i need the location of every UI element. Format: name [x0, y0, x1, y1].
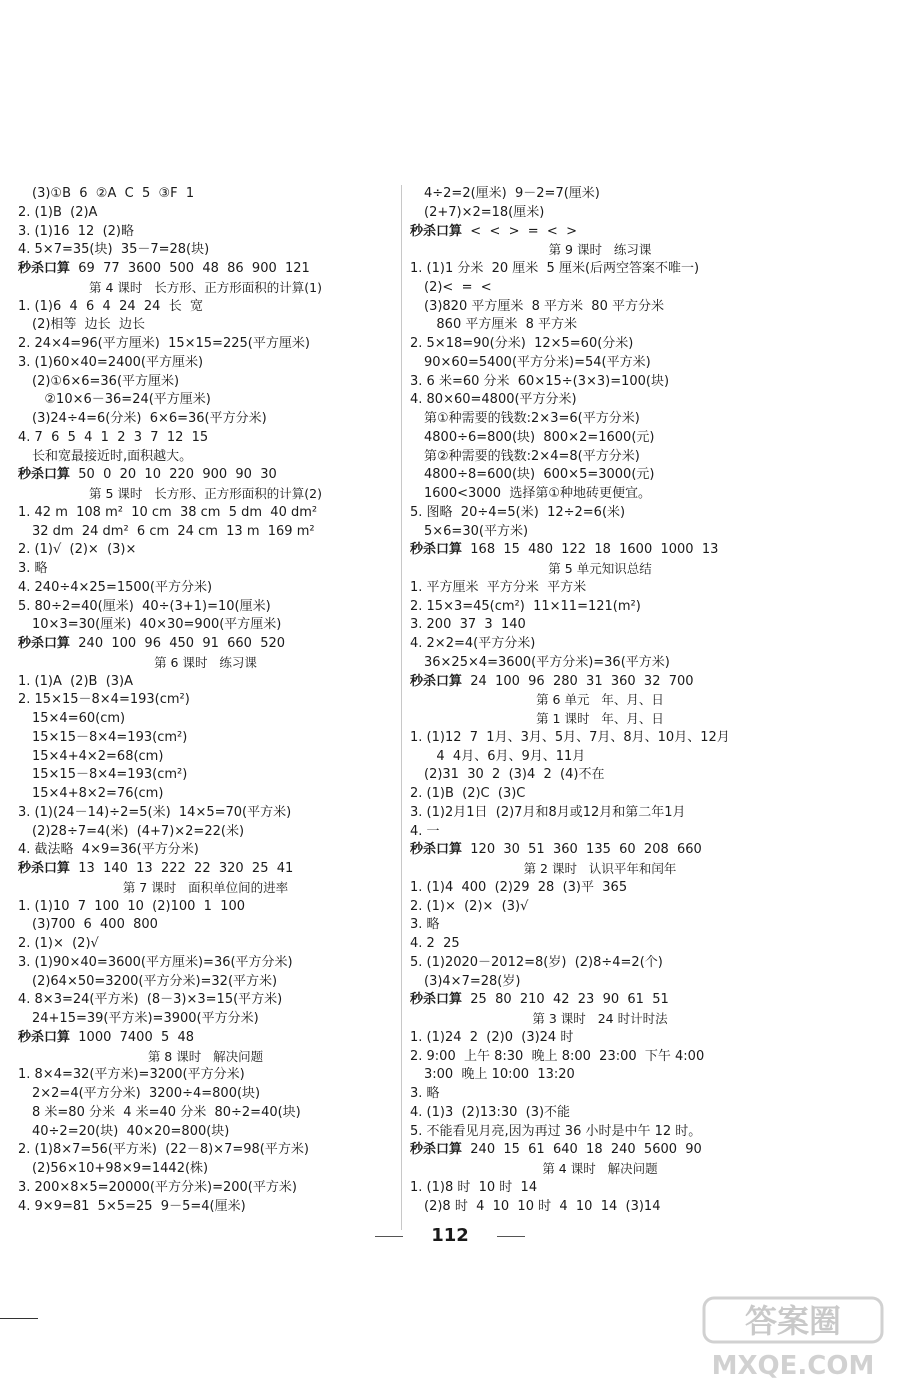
lesson-heading — [18, 654, 393, 673]
answer-line — [410, 466, 790, 485]
line-text: 2. (1)B (2)C (3)C — [410, 786, 526, 801]
line-text: 第 6 单元 年、月、日 — [536, 692, 664, 708]
line-text: (3)4×7=28(岁) — [424, 973, 521, 989]
answer-line — [18, 766, 393, 785]
answer-line — [18, 335, 393, 354]
line-text: 4. 80×60=4800(平方分米) — [410, 392, 577, 408]
lesson-heading — [18, 1048, 393, 1067]
line-text: 2. (1)× (2)× (3)√ — [410, 898, 529, 914]
line-text: 第 1 课时 年、月、日 — [536, 711, 664, 726]
answer-line — [18, 560, 393, 579]
line-text: 秒杀口算 — [18, 636, 71, 651]
line-text: 4 4月、6月、9月、11月 — [424, 748, 586, 764]
line-text: (2)8 时 4 10 10 时 4 10 14 (3)14 — [424, 1198, 661, 1214]
line-text: 1. (1)A (2)B (3)A — [18, 673, 134, 689]
line-text: 第①种需要的钱数:2×3=6(平方分米) — [424, 411, 640, 426]
answer-line — [18, 1010, 393, 1029]
answer-line — [410, 204, 790, 223]
answer-line — [410, 616, 790, 635]
answer-line — [410, 935, 790, 954]
answer-line — [18, 691, 393, 710]
answer-line — [18, 298, 393, 317]
line-values: 24 100 96 280 31 360 32 700 — [462, 673, 694, 689]
answer-line — [410, 916, 790, 935]
answer-line — [410, 391, 790, 410]
answer-line — [18, 429, 393, 448]
answer-line — [410, 973, 790, 992]
answer-line — [410, 1085, 790, 1104]
line-text: (2)相等 边长 边长 — [32, 317, 145, 333]
lesson-heading — [410, 691, 790, 710]
line-text: 1. 8×4=32(平方米)=3200(平方分米) — [18, 1067, 245, 1083]
right-answer-column — [410, 185, 790, 1216]
answer-line — [18, 804, 393, 823]
answer-line — [410, 354, 790, 373]
answer-line — [18, 973, 393, 992]
svg-text:MXQE.COM: MXQE.COM — [711, 1351, 875, 1381]
line-text: 1. (1)12 7 1月、3月、5月、7月、8月、10月、12月 — [410, 729, 730, 745]
line-text: 90×60=5400(平方分米)=54(平方米) — [424, 354, 651, 370]
line-text: 秒杀口算 — [410, 673, 463, 689]
line-text: 第 6 课时 练习课 — [154, 654, 257, 670]
answer-line — [18, 448, 393, 467]
answer-line — [18, 410, 393, 429]
answer-line — [410, 1066, 790, 1085]
line-text: 2×2=4(平方分米) 3200÷4=800(块) — [32, 1086, 261, 1101]
answer-line — [410, 898, 790, 917]
answer-line — [18, 504, 393, 523]
answer-line — [18, 204, 393, 223]
line-values: 120 30 51 360 135 60 208 660 — [462, 842, 702, 858]
answer-line — [410, 1198, 790, 1217]
line-text: 秒杀口算 — [410, 223, 463, 239]
answer-line — [18, 185, 393, 204]
line-text: 4. (1)3 (2)13:30 (3)不能 — [410, 1104, 571, 1120]
answer-line — [18, 785, 393, 804]
mental-math-line — [18, 635, 393, 654]
line-text: 第 4 课时 解决问题 — [542, 1161, 658, 1176]
line-text: 第 9 课时 练习课 — [548, 242, 652, 258]
answer-line — [18, 316, 393, 335]
line-text: 长和宽最接近时,面积越大。 — [32, 448, 193, 464]
line-values: 50 0 20 10 220 900 90 30 — [70, 467, 277, 483]
line-text: 4÷2=2(厘米) 9－2=7(厘米) — [424, 186, 600, 201]
page-number: 112 — [431, 1225, 469, 1246]
mental-math-line — [410, 991, 790, 1010]
line-text: 3. (1)90×40=3600(平方厘米)=36(平方分米) — [18, 954, 293, 970]
line-text: 1. (1)6 4 6 4 24 24 长 宽 — [18, 298, 203, 314]
mental-math-line — [410, 223, 790, 242]
line-text: 1. (1)8 时 10 时 14 — [410, 1179, 538, 1195]
answer-line — [18, 1179, 393, 1198]
mental-math-line — [410, 841, 790, 860]
line-text: (2+7)×2=18(厘米) — [424, 204, 545, 220]
line-text: 8 米=80 分米 4 米=40 分米 80÷2=40(块) — [32, 1104, 301, 1120]
line-text: 第②种需要的钱数:2×4=8(平方分米) — [424, 448, 640, 464]
left-answer-column — [18, 185, 393, 1216]
line-text: 第 4 课时 长方形、正方形面积的计算(1) — [88, 279, 323, 295]
answer-line — [18, 241, 393, 260]
line-text: (2)①6×6=36(平方厘米) — [32, 373, 180, 389]
answer-line — [18, 391, 393, 410]
answer-line — [18, 935, 393, 954]
line-text: 4. 8×3=24(平方米) (8－3)×3=15(平方米) — [18, 992, 283, 1008]
line-text: 10×3=30(厘米) 40×30=900(平方厘米) — [32, 617, 282, 633]
answer-line — [18, 541, 393, 560]
line-text: 2. 15×3=45(cm²) 11×11=121(m²) — [410, 598, 641, 614]
line-text: 秒杀口算 — [18, 1029, 71, 1045]
lesson-heading — [18, 485, 393, 504]
answer-line — [410, 879, 790, 898]
answer-line — [18, 1160, 393, 1179]
line-text: 4. 截法略 4×9=36(平方分米) — [18, 842, 199, 858]
line-text: 秒杀口算 — [410, 1142, 463, 1158]
line-text: (2)28÷7=4(米) (4+7)×2=22(米) — [32, 823, 245, 839]
line-text: 5. 80÷2=40(厘米) 40÷(3+1)=10(厘米) — [18, 598, 271, 614]
line-text: 3:00 晚上 10:00 13:20 — [424, 1067, 575, 1083]
lesson-heading — [18, 279, 393, 298]
line-text: 4. 5×7=35(块) 35－7=28(块) — [18, 242, 210, 258]
answer-line — [18, 898, 393, 917]
answer-line — [410, 504, 790, 523]
answer-line — [18, 1104, 393, 1123]
line-text: 15×4+8×2=76(cm) — [32, 786, 164, 801]
line-values: 168 15 480 122 18 1600 1000 13 — [462, 542, 719, 558]
footer-mark — [0, 1318, 38, 1319]
answer-line — [410, 429, 790, 448]
line-text: 15×4=60(cm) — [32, 711, 126, 726]
line-text: 2. 5×18=90(分米) 12×5=60(分米) — [410, 336, 634, 351]
line-values: 25 80 210 42 23 90 61 51 — [462, 992, 669, 1008]
answer-line — [410, 598, 790, 617]
line-text: 3. 略 — [18, 561, 48, 576]
line-text: 5. (1)2020－2012=8(岁) (2)8÷4=2(个) — [410, 954, 663, 970]
line-text: 2. (1)√ (2)× (3)× — [18, 542, 137, 558]
answer-line — [410, 804, 790, 823]
answer-line — [410, 785, 790, 804]
answer-line — [18, 991, 393, 1010]
answer-line — [410, 729, 790, 748]
answer-line — [18, 598, 393, 617]
line-text: 5. 不能看见月亮,因为再过 36 小时是中午 12 时。 — [410, 1123, 702, 1139]
line-text: (2)31 30 2 (3)4 2 (4)不在 — [424, 767, 605, 783]
answer-line — [410, 260, 790, 279]
line-text: 第 5 课时 长方形、正方形面积的计算(2) — [88, 486, 323, 501]
line-values: 240 15 61 640 18 240 5600 90 — [462, 1142, 702, 1158]
line-text: 1. (1)24 2 (2)0 (3)24 时 — [410, 1029, 574, 1045]
line-text: 3. 200 37 3 140 — [410, 617, 526, 633]
answer-line — [18, 841, 393, 860]
line-text: 第 8 课时 解决问题 — [147, 1048, 264, 1064]
line-values: 69 77 3600 500 48 86 900 121 — [70, 261, 310, 276]
answer-line — [410, 635, 790, 654]
line-text: 3. (1)(24－14)÷2=5(米) 14×5=70(平方米) — [18, 804, 292, 820]
line-text: (3)24÷4=6(分米) 6×6=36(平方分米) — [32, 411, 267, 426]
line-text: 第 5 单元知识总结 — [548, 561, 652, 576]
line-text: 2. 24×4=96(平方厘米) 15×15=225(平方厘米) — [18, 336, 310, 351]
answer-line — [18, 954, 393, 973]
line-text: 秒杀口算 — [410, 542, 463, 558]
lesson-heading — [410, 1010, 790, 1029]
line-values: 1000 7400 5 48 — [70, 1029, 195, 1045]
answer-line — [18, 1066, 393, 1085]
line-text: (2)64×50=3200(平方分米)=32(平方米) — [32, 973, 278, 989]
answer-line — [410, 748, 790, 767]
line-text: 2. 15×15－8×4=193(cm²) — [18, 692, 190, 708]
line-text: 2. (1)× (2)√ — [18, 936, 99, 951]
line-text: 860 平方厘米 8 平方米 — [424, 317, 578, 333]
answer-line — [410, 448, 790, 467]
line-text: 5. 图略 20÷4=5(米) 12÷2=6(米) — [410, 504, 626, 520]
answer-line — [410, 523, 790, 542]
line-text: 3. 200×8×5=20000(平方分米)=200(平方米) — [18, 1179, 297, 1195]
answer-line — [410, 373, 790, 392]
line-text: (3)820 平方厘米 8 平方米 80 平方分米 — [424, 298, 664, 314]
answer-line — [18, 710, 393, 729]
answer-line — [410, 298, 790, 317]
line-text: ②10×6－36=24(平方厘米) — [32, 392, 211, 408]
line-text: 24+15=39(平方米)=3900(平方分米) — [32, 1011, 259, 1026]
line-text: 秒杀口算 — [18, 861, 71, 876]
line-text: 4. 9×9=81 5×5=25 9－5=4(厘米) — [18, 1198, 246, 1214]
lesson-heading — [410, 560, 790, 579]
line-text: 4. 240÷4×25=1500(平方分米) — [18, 579, 213, 595]
answer-line — [410, 1179, 790, 1198]
mental-math-line — [410, 1141, 790, 1160]
line-text: 1600<3000 选择第①种地砖更便宜。 — [424, 486, 651, 501]
answer-line — [410, 335, 790, 354]
line-text: 4800÷8=600(块) 600×5=3000(元) — [424, 467, 655, 483]
answer-line — [18, 523, 393, 542]
line-text: 4. 7 6 5 4 1 2 3 7 12 15 — [18, 429, 209, 445]
line-text: 秒杀口算 — [410, 842, 463, 858]
svg-text:答案圈: 答案圈 — [744, 1302, 842, 1340]
line-text: 40÷2=20(块) 40×20=800(块) — [32, 1123, 230, 1139]
line-text: 4. 一 — [410, 823, 440, 839]
answer-line — [18, 823, 393, 842]
line-text: 秒杀口算 — [18, 467, 71, 483]
line-text: 1. (1)1 分米 20 厘米 5 厘米(后两空答案不唯一) — [410, 261, 700, 276]
answer-line — [18, 1085, 393, 1104]
answer-line — [18, 579, 393, 598]
lesson-heading — [410, 860, 790, 879]
mental-math-line — [18, 1029, 393, 1048]
line-text: 1. 平方厘米 平方分米 平方米 — [410, 579, 587, 595]
answer-line — [410, 185, 790, 204]
line-text: (3)①B 6 ②A C 5 ③F 1 — [32, 186, 195, 201]
answer-line — [410, 823, 790, 842]
line-text: (3)700 6 400 800 — [32, 917, 158, 933]
line-text: 15×4+4×2=68(cm) — [32, 748, 164, 764]
mental-math-line — [410, 541, 790, 560]
answer-line — [410, 954, 790, 973]
mental-math-line — [18, 466, 393, 485]
column-divider — [401, 185, 402, 1230]
line-text: 3. 略 — [410, 917, 440, 933]
mental-math-line — [410, 673, 790, 692]
mental-math-line — [18, 260, 393, 279]
line-text: 2. (1)B (2)A — [18, 204, 98, 220]
lesson-heading — [410, 1160, 790, 1179]
line-text: 3. (1)60×40=2400(平方厘米) — [18, 354, 204, 370]
line-text: 32 dm 24 dm² 6 cm 24 cm 13 m 169 m² — [32, 523, 315, 539]
line-text: 第 2 课时 认识平年和闰年 — [523, 861, 677, 876]
answer-line — [410, 316, 790, 335]
answer-line — [410, 579, 790, 598]
line-values: < < > = < > — [462, 223, 577, 239]
line-values: 240 100 96 450 91 660 520 — [70, 636, 286, 651]
lesson-heading — [18, 879, 393, 898]
answer-line — [410, 1104, 790, 1123]
line-text: 4. 2×2=4(平方分米) — [410, 636, 536, 651]
answer-line — [18, 1123, 393, 1142]
answer-line — [18, 373, 393, 392]
answer-line — [410, 766, 790, 785]
lesson-heading — [410, 710, 790, 729]
answer-line — [410, 410, 790, 429]
line-text: 36×25×4=3600(平方分米)=36(平方米) — [424, 654, 670, 670]
line-text: 3. (1)2月1日 (2)7月和8月或12月和第二年1月 — [410, 804, 686, 820]
answer-line — [18, 729, 393, 748]
line-text: 1. 42 m 108 m² 10 cm 38 cm 5 dm 40 dm² — [18, 504, 318, 520]
answer-line — [410, 279, 790, 298]
line-text: 第 7 课时 面积单位间的进率 — [122, 879, 289, 895]
line-text: (2)56×10+98×9=1442(株) — [32, 1161, 209, 1176]
answer-line — [410, 1123, 790, 1142]
watermark-logo — [698, 1292, 888, 1382]
answer-line — [410, 1029, 790, 1048]
line-text: 5×6=30(平方米) — [424, 523, 529, 539]
line-text: 15×15－8×4=193(cm²) — [32, 767, 188, 783]
line-text: 秒杀口算 — [18, 261, 71, 276]
mental-math-line — [18, 860, 393, 879]
answer-line — [18, 916, 393, 935]
answer-line — [18, 223, 393, 242]
line-text: 2. (1)8×7=56(平方米) (22－8)×7=98(平方米) — [18, 1142, 309, 1158]
line-text: 3. 略 — [410, 1086, 440, 1101]
answer-line — [18, 748, 393, 767]
line-text: (2)< = < — [424, 279, 492, 295]
line-text: 15×15－8×4=193(cm²) — [32, 729, 188, 745]
line-text: 1. (1)10 7 100 10 (2)100 1 100 — [18, 898, 246, 914]
line-text: 4. 2 25 — [410, 936, 460, 951]
line-text: 4800÷6=800(块) 800×2=1600(元) — [424, 429, 655, 445]
answer-line — [410, 654, 790, 673]
answer-line — [18, 616, 393, 635]
line-text: 1. (1)4 400 (2)29 28 (3)平 365 — [410, 879, 628, 895]
line-text: 第 3 课时 24 时计时法 — [532, 1011, 668, 1026]
line-text: 3. (1)16 12 (2)略 — [18, 223, 134, 239]
answer-line — [18, 1141, 393, 1160]
line-text: 3. 6 米=60 分米 60×15÷(3×3)=100(块) — [410, 373, 670, 389]
answer-line — [18, 673, 393, 692]
answer-line — [18, 1198, 393, 1217]
answer-line — [410, 485, 790, 504]
answer-line — [410, 1048, 790, 1067]
line-text: 秒杀口算 — [410, 992, 463, 1008]
answer-line — [18, 354, 393, 373]
line-text: 2. 9:00 上午 8:30 晚上 8:00 23:00 下午 4:00 — [410, 1048, 705, 1064]
lesson-heading — [410, 241, 790, 260]
line-values: 13 140 13 222 22 320 25 41 — [70, 861, 294, 876]
